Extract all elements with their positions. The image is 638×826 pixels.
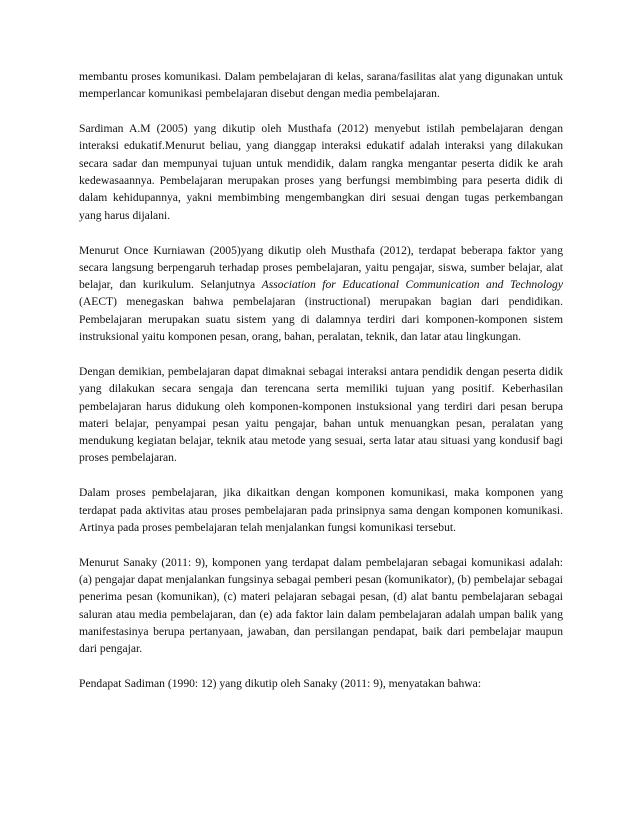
paragraph-2: [79, 120, 563, 224]
paragraph-6: [79, 554, 563, 658]
paragraph-4-text: Dengan demikian, pembelajaran dapat dimaknai sebagai interaksi antara pendidik dengan peserta didik yang dilakukan secara sengaja dan terencana serta memiliki tujuan yang positif. Keberhasilan pembelajaran harus didukung oleh komponen-komponen instuksional yang terdiri dari pesan berupa materi belajar, penyampai pesan yaitu pengajar, bahan untuk menuangkan pesan, peralatan yang mendukung kegiatan belajar, teknik atau metode yang sesuai, serta latar atau situasi yang kondusif bagi proses pembelajaran.: [79, 364, 563, 465]
document-body: [79, 68, 563, 710]
paragraph-2-text: Sardiman A.M (2005) yang dikutip oleh Musthafa (2012) menyebut istilah pembelajaran dengan interaksi edukatif.Menurut beliau, yang dianggap interaksi edukatif adalah interaksi yang dilakukan secara sadar dan mempunyai tujuan untuk mendidik, dalam rangka mengantar peserta didik ke arah kedewasaannya. Pembelajaran merupakan proses yang berfungsi membimbing para peserta didik di dalam kehidupannya, yakni membimbing mengembangkan diri sesuai dengan tugas perkembangan yang harus dijalani.: [79, 122, 563, 222]
paragraph-5-text: Dalam proses pembelajaran, jika dikaitkan dengan komponen komunikasi, maka komponen yang terdapat pada aktivitas atau proses pembelajaran pada prinsipnya sama dengan komponen komunikasi. Artinya pada proses pembelajaran telah menjalankan fungsi komunikasi tersebut.: [79, 486, 563, 534]
paragraph-3: [79, 242, 563, 346]
paragraph-7-text: Pendapat Sadiman (1990: 12) yang dikutip oleh Sanaky (2011: 9), menyatakan bahwa:: [79, 677, 482, 691]
paragraph-3-text-start: Menurut Once Kurniawan (2005)yang dikutip oleh Musthafa (2012), terdapat beberapa faktor yang secara langsung berpengaruh terhadap proses pembelajaran, yaitu pengajar, siswa, sumber belajar, alat belajar, dan kurikulum. Selanjutnya: [79, 243, 563, 292]
paragraph-4: [79, 363, 563, 467]
paragraph-3-text-end: (AECT) menegaskan bahwa pembelajaran (instructional) merupakan bagian dari pendidikan. Pembelajaran merupakan suatu sistem yang di dalamnya terdiri dari komponen-komponen sistem instruksional yaitu komponen pesan, orang, bahan, peralatan, teknik, dan latar atau lingkungan.: [79, 295, 563, 344]
paragraph-6-text: Menurut Sanaky (2011: 9), komponen yang terdapat dalam pembelajaran sebagai komunikasi adalah: (a) pengajar dapat menjalankan fungsinya sebagai pemberi pesan (komunikator), (b) pembelajar sebagai penerima pesan (komunikan), (c) materi pelajaran sebagai pesan, (d) alat bantu pembelajaran sebagai saluran atau media pembelajaran, dan (e) ada faktor lain dalam pembelajaran adalah umpan balik yang manifestasinya berupa pertanyaan, jawaban, dan persilangan pendapat, baik dari pembelajar maupun dari pengajar.: [79, 555, 563, 656]
paragraph-5: [79, 484, 563, 536]
paragraph-1-text: membantu proses komunikasi. Dalam pembelajaran di kelas, sarana/fasilitas alat yang digunakan untuk memperlancar komunikasi pembelajaran disebut dengan media pembelajaran.: [79, 70, 563, 101]
paragraph-7: [79, 675, 563, 692]
paragraph-1: [79, 68, 563, 103]
paragraph-3-italic-organization: Association for Educational Communication and Technology: [261, 278, 563, 292]
